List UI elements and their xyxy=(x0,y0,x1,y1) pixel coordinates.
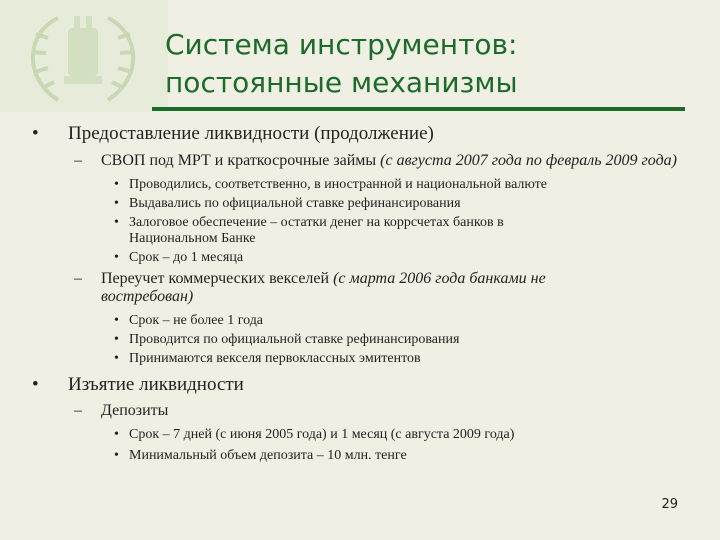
bullet-text: Предоставление ликвидности (продолжение) xyxy=(68,123,434,144)
bullet-marker-icon: • xyxy=(114,215,119,230)
list-item-text: Принимаются векселя первоклассных эмитентов xyxy=(129,351,421,366)
bullet-liquidity-withdrawal xyxy=(28,374,698,395)
title-line-2: постоянные механизмы xyxy=(165,66,518,99)
list-item xyxy=(28,313,698,329)
bullet-marker-icon: • xyxy=(114,448,119,463)
list-item-text: Залоговое обеспечение – остатки денег на коррсчетах банков в Национальном Банке xyxy=(129,215,504,246)
bullet-liquidity-provision xyxy=(28,123,698,144)
page-number: 29 xyxy=(661,497,678,512)
bullet-marker-icon: • xyxy=(32,123,39,144)
list-item xyxy=(28,250,698,266)
list-item xyxy=(28,427,698,443)
bullet-marker-icon: • xyxy=(114,196,119,211)
list-item-text: Минимальный объем депозита – 10 млн. тенге xyxy=(129,448,407,463)
bullet-marker-icon: • xyxy=(114,177,119,192)
bullet-text: Изъятие ликвидности xyxy=(68,374,244,395)
bullet-marker-icon: • xyxy=(114,351,119,366)
bullet-marker-icon: • xyxy=(114,332,119,347)
subbullet-text: СВОП под МРТ и краткосрочные займы xyxy=(101,152,381,169)
subbullet-note: (с августа 2007 года по февраль 2009 года) xyxy=(380,152,677,169)
list-item-text: Проводится по официальной ставке рефинансирования xyxy=(129,332,460,347)
subbullet-deposits xyxy=(28,402,698,420)
list-item xyxy=(28,196,698,212)
logo-area xyxy=(0,0,168,112)
dash-marker-icon: – xyxy=(74,402,82,419)
list-item-text: Проводились, соответственно, в иностранной и национальной валюте xyxy=(129,177,548,192)
list-item-text: Срок – 7 дней (с июня 2005 года) и 1 месяц (с августа 2009 года) xyxy=(129,427,515,442)
list-item-text: Срок – не более 1 года xyxy=(129,313,264,328)
list-item xyxy=(28,177,698,193)
subbullet-bills-rediscount xyxy=(28,270,698,306)
list-item-text: Срок – до 1 месяца xyxy=(129,250,244,265)
bullet-marker-icon: • xyxy=(114,250,119,265)
slide-title xyxy=(165,26,518,102)
list-item xyxy=(28,332,698,348)
list-item-text: Выдавались по официальной ставке рефинансирования xyxy=(129,196,461,211)
list-item xyxy=(28,351,698,367)
bullet-marker-icon: • xyxy=(114,427,119,442)
list-item xyxy=(28,448,698,464)
list-item xyxy=(28,215,698,247)
title-line-1: Система инструментов: xyxy=(165,28,518,61)
bullet-marker-icon: • xyxy=(114,313,119,328)
subbullet-note: (с марта 2006 года банками не востребован) xyxy=(101,270,546,305)
subbullet-text: Переучет коммерческих векселей xyxy=(101,270,334,287)
bullet-marker-icon: • xyxy=(32,374,39,395)
dash-marker-icon: – xyxy=(74,152,82,169)
dash-marker-icon: – xyxy=(74,270,82,287)
subbullet-swap xyxy=(28,152,698,170)
subbullet-text: Депозиты xyxy=(101,402,169,419)
title-divider xyxy=(152,107,685,111)
national-bank-emblem-icon xyxy=(18,8,148,108)
slide-body xyxy=(28,123,698,464)
